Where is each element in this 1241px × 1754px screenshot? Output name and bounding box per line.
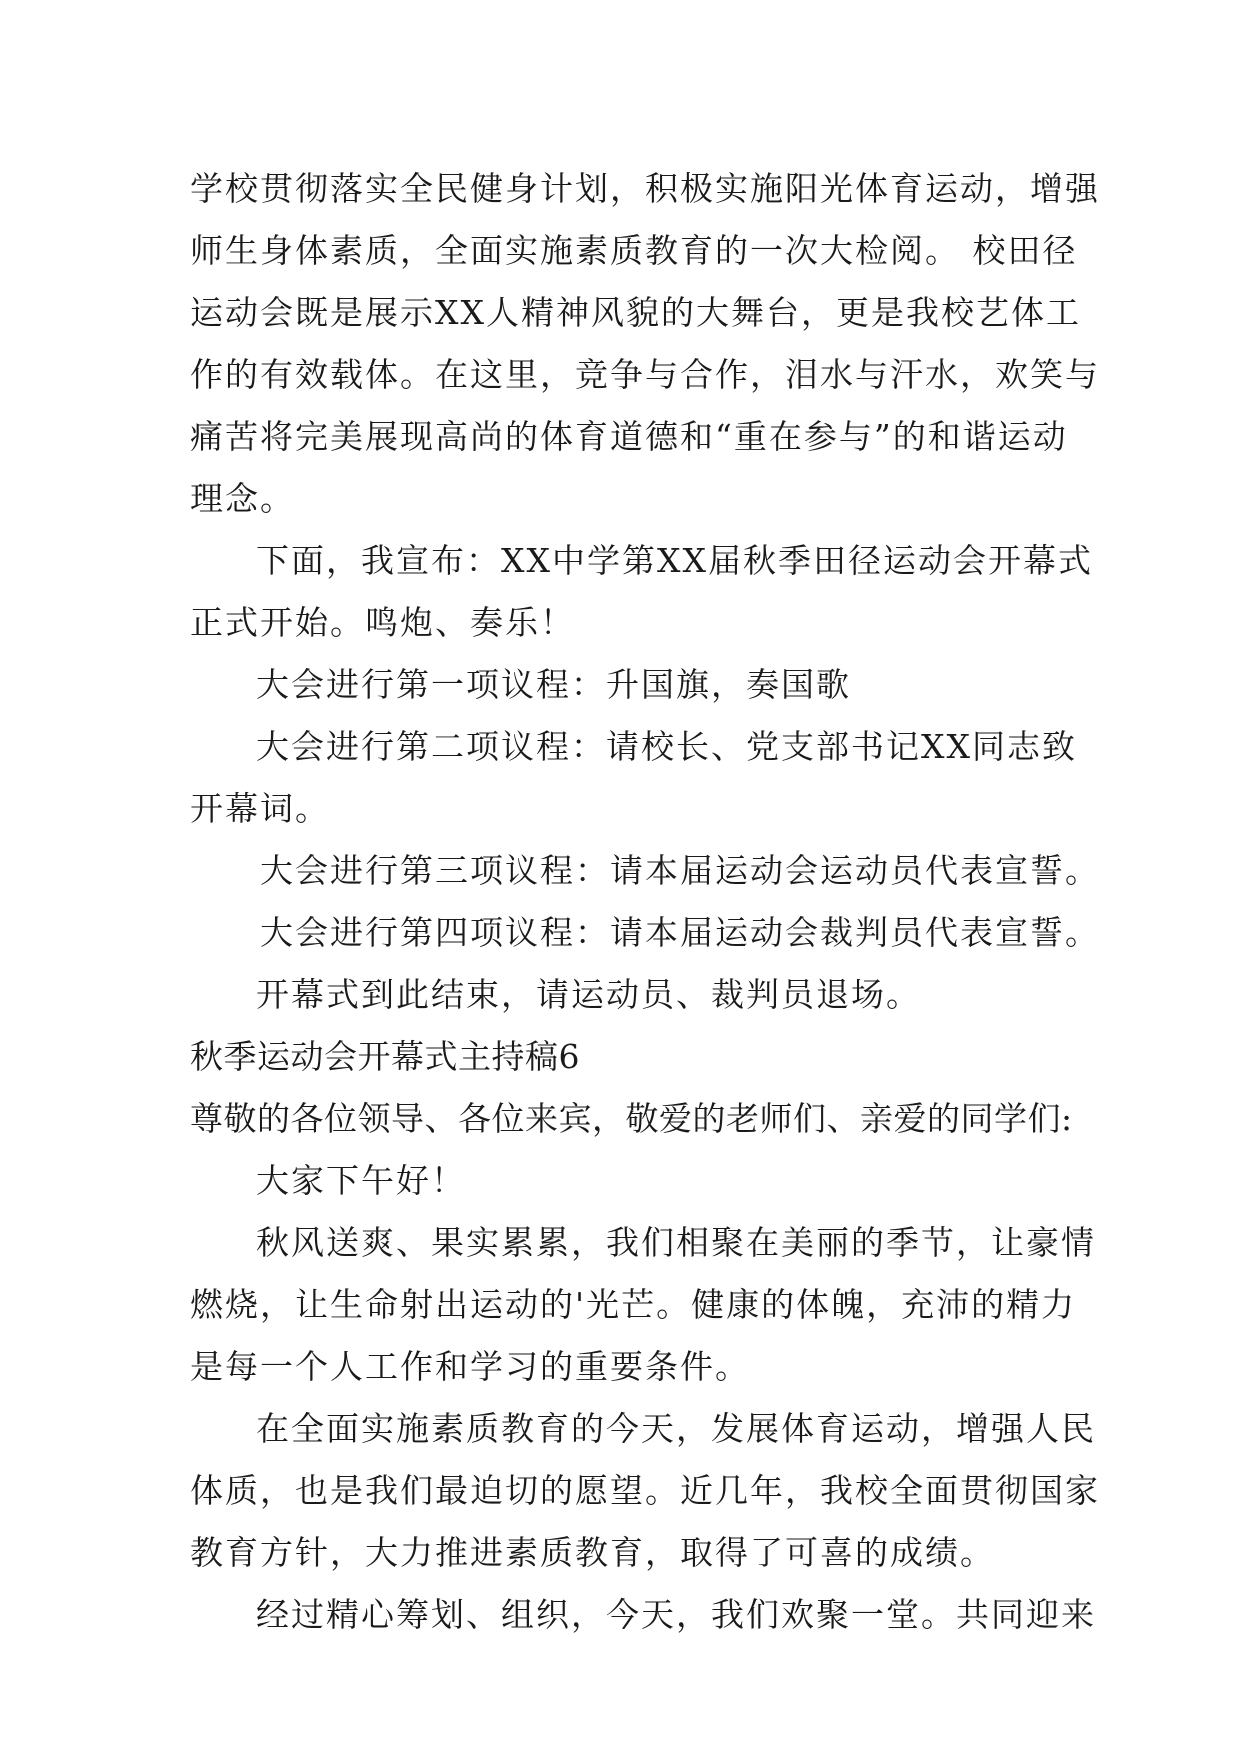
paragraph-line: 运动会既是展示XX人精神风貌的大舞台，更是我校艺体工 xyxy=(190,293,1081,332)
agenda-item-4: 大会进行第四项议程：请本届运动会裁判员代表宣誓。 xyxy=(260,913,1100,952)
paragraph-line: 学校贯彻落实全民健身计划，积极实施阳光体育运动，增强 xyxy=(190,169,1100,208)
paragraph-line: 作的有效载体。在这里，竞争与合作，泪水与汗水，欢笑与 xyxy=(190,355,1100,394)
greeting: 大家下午好！ xyxy=(256,1161,466,1200)
paragraph-line: 经过精心筹划、组织，今天，我们欢聚一堂。共同迎来 xyxy=(256,1595,1096,1634)
paragraph-line: 开幕词。 xyxy=(190,789,330,828)
paragraph-line: 秋风送爽、果实累累，我们相聚在美丽的季节，让豪情 xyxy=(256,1223,1096,1262)
paragraph-line: 燃烧，让生命射出运动的'光芒。健康的体魄，充沛的精力 xyxy=(190,1285,1077,1324)
paragraph-line: 理念。 xyxy=(190,479,295,518)
paragraph-line: 体质，也是我们最迫切的愿望。近几年，我校全面贯彻国家 xyxy=(190,1471,1100,1510)
closing-line: 开幕式到此结束，请运动员、裁判员退场。 xyxy=(256,975,921,1014)
paragraph-line: 痛苦将完美展现高尚的体育道德和“重在参与”的和谐运动 xyxy=(190,417,1068,456)
paragraph-line: 师生身体素质，全面实施素质教育的一次大检阅。 校田径 xyxy=(190,231,1078,270)
paragraph-line: 正式开始。鸣炮、奏乐！ xyxy=(190,603,575,642)
section-title: 秋季运动会开幕式主持稿6 xyxy=(190,1037,580,1076)
paragraph-line: 下面，我宣布：XX中学第XX届秋季田径运动会开幕式 xyxy=(256,541,1093,580)
paragraph-line: 教育方针，大力推进素质教育，取得了可喜的成绩。 xyxy=(190,1533,995,1572)
agenda-item-2: 大会进行第二项议程：请校长、党支部书记XX同志致 xyxy=(256,727,1077,766)
salutation: 尊敬的各位领导、各位来宾，敬爱的老师们、亲爱的同学们: xyxy=(190,1099,1073,1138)
paragraph-line: 是每一个人工作和学习的重要条件。 xyxy=(190,1347,750,1386)
paragraph-line: 在全面实施素质教育的今天，发展体育运动，增强人民 xyxy=(256,1409,1096,1448)
agenda-item-3: 大会进行第三项议程：请本届运动会运动员代表宣誓。 xyxy=(260,851,1100,890)
document-body xyxy=(190,158,1100,1646)
agenda-item-1: 大会进行第一项议程：升国旗，奏国歌 xyxy=(256,665,851,704)
